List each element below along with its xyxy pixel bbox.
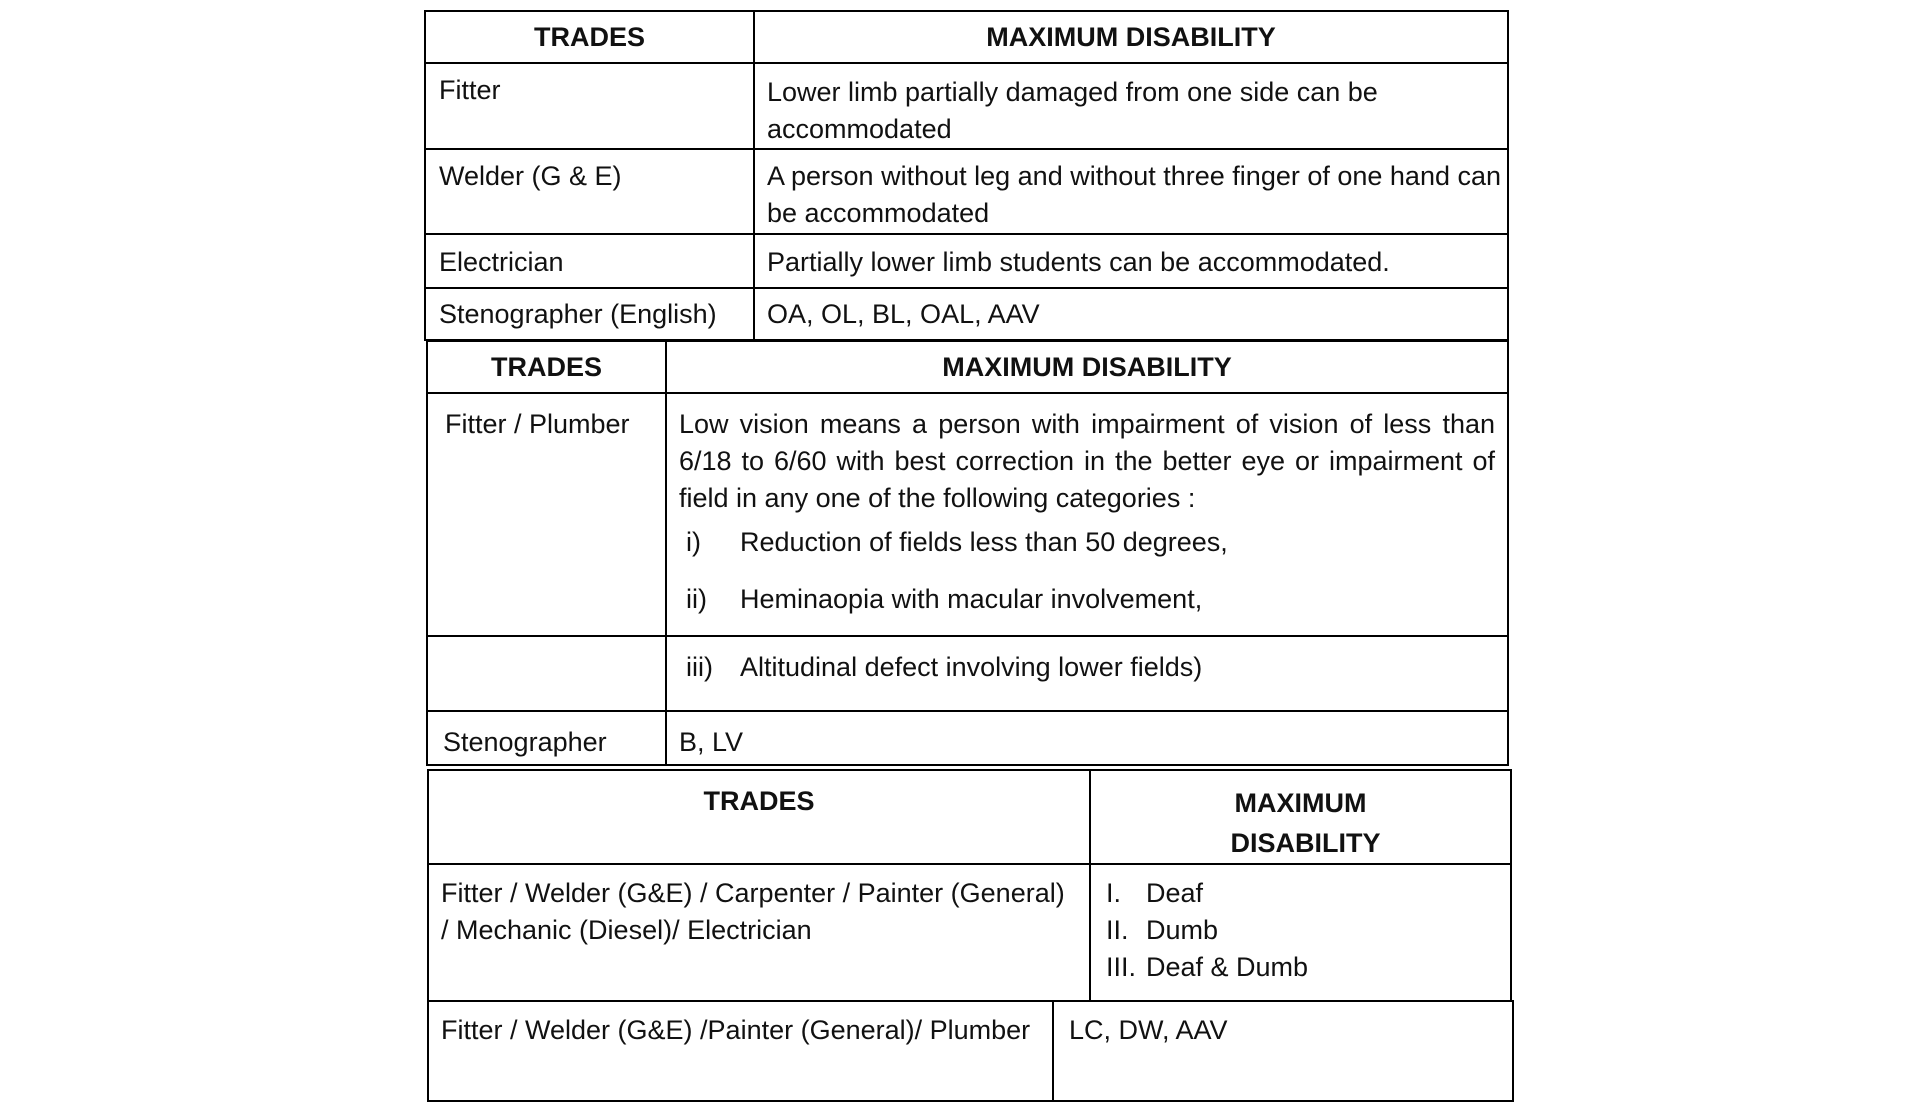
table1-row4-trade: Stenographer (English) — [425, 288, 754, 340]
table2-header-max-disability: MAXIMUM DISABILITY — [666, 341, 1508, 393]
table3-header-trades: TRADES — [428, 770, 1090, 864]
list-item — [1106, 949, 1510, 986]
disability-table-2 — [426, 340, 1509, 766]
table3-header-max-disability: MAXIMUM DISABILITY — [1090, 770, 1511, 864]
table3-row1-disability — [1090, 864, 1511, 1001]
table2-row3-disability: B, LV — [666, 711, 1508, 765]
table3-row1-trade: Fitter / Welder (G&E) / Carpenter / Painter (General) / Mechanic (Diesel)/ Electrician — [428, 864, 1090, 1001]
list-item-text: Deaf & Dumb — [1146, 952, 1309, 982]
list-item-text: Deaf — [1146, 878, 1204, 908]
table2-row1-disability — [666, 393, 1508, 636]
table1-row2-trade: Welder (G & E) — [425, 149, 754, 234]
list-item-number: II. — [1106, 915, 1129, 945]
list-item-text: Heminaopia with macular involvement, — [740, 584, 1203, 614]
list-item — [679, 581, 1495, 618]
table1-header-trades: TRADES — [425, 11, 754, 63]
list-item-text: Altitudinal defect involving lower fields) — [740, 652, 1203, 682]
disability-table-3 — [427, 769, 1512, 1002]
list-item — [679, 524, 1495, 561]
disability-table-4 — [427, 1000, 1514, 1102]
list-item-text: Reduction of fields less than 50 degrees, — [740, 527, 1228, 557]
list-item-number: iii) — [686, 652, 713, 682]
low-vision-definition: Low vision means a person with impairment of vision of less than 6/18 to 6/60 with best correction in the better eye or impairment of field in any one of the following categories : — [679, 409, 1495, 513]
table1-header-max-disability: MAXIMUM DISABILITY — [754, 11, 1508, 63]
table1-row1-disability: Lower limb partially damaged from one side can be accommodated — [754, 63, 1508, 149]
table1-row3-trade: Electrician — [425, 234, 754, 288]
table4-row1-trade: Fitter / Welder (G&E) /Painter (General)/ Plumber — [428, 1001, 1053, 1101]
table2-row1-trade: Fitter / Plumber — [427, 393, 666, 636]
table2-row3-trade: Stenographer — [427, 711, 666, 765]
list-item-number: ii) — [686, 584, 707, 614]
list-item-number: III. — [1106, 952, 1137, 982]
table4-row1-disability: LC, DW, AAV — [1053, 1001, 1513, 1101]
table1-row3-disability: Partially lower limb students can be accommodated. — [754, 234, 1508, 288]
disability-table-1 — [424, 10, 1509, 341]
table2-row2-disability — [666, 636, 1508, 711]
table1-row4-disability: OA, OL, BL, OAL, AAV — [754, 288, 1508, 340]
list-item — [1106, 875, 1510, 912]
table2-row2-trade — [427, 636, 666, 711]
table2-header-trades: TRADES — [427, 341, 666, 393]
table1-row2-disability: A person without leg and without three finger of one hand can be accommodated — [754, 149, 1508, 234]
list-item-number: i) — [686, 527, 701, 557]
list-item — [1106, 912, 1510, 949]
list-item-text: Dumb — [1146, 915, 1219, 945]
list-item-number: I. — [1106, 878, 1122, 908]
list-item — [679, 649, 1507, 686]
table1-row1-trade: Fitter — [425, 63, 754, 149]
